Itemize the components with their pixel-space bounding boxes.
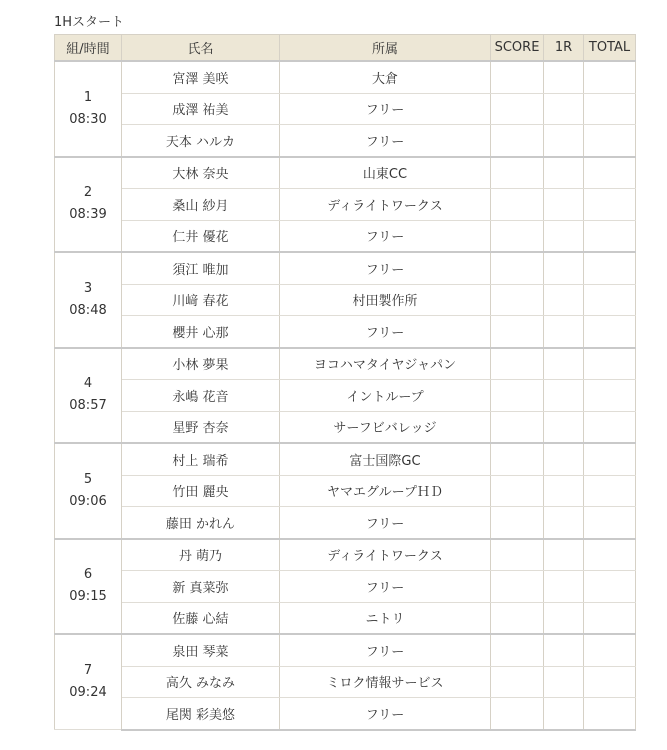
table-row [55, 252, 636, 284]
group-cell [55, 252, 122, 348]
player-affiliation: フリー [280, 571, 491, 603]
total-cell [584, 284, 636, 316]
player-affiliation: フリー [280, 93, 491, 125]
tee-time: 08:39 [69, 207, 107, 223]
total-cell [584, 61, 636, 93]
group-cell [55, 539, 122, 635]
total-cell [584, 411, 636, 443]
total-cell [584, 93, 636, 125]
score-cell [491, 602, 544, 634]
player-name: 新 真菜弥 [122, 571, 280, 603]
total-cell [584, 348, 636, 380]
player-name: 桑山 紗月 [122, 189, 280, 221]
score-cell [491, 666, 544, 698]
player-name: 成澤 祐美 [122, 93, 280, 125]
player-affiliation: 山東CC [280, 157, 491, 189]
score-cell [491, 380, 544, 412]
group-number: 7 [83, 663, 93, 678]
player-affiliation: ヨコハマタイヤジャパン [280, 348, 491, 380]
score-cell [491, 411, 544, 443]
table-row [55, 571, 636, 603]
round1-cell [544, 61, 584, 93]
score-cell [491, 61, 544, 93]
group-number: 3 [83, 280, 93, 296]
player-affiliation: サーフビバレッジ [280, 411, 491, 443]
player-name: 仁井 優花 [122, 220, 280, 252]
table-row [55, 666, 636, 698]
score-cell [491, 284, 544, 316]
player-affiliation: ニトリ [280, 602, 491, 634]
round1-cell [544, 316, 584, 348]
group-cell [55, 634, 122, 730]
tee-time: 08:30 [69, 111, 107, 127]
total-cell [584, 443, 636, 475]
round1-cell [544, 539, 584, 571]
round1-cell [544, 93, 584, 125]
player-name: 川﨑 春花 [122, 284, 280, 316]
round1-cell [544, 666, 584, 698]
total-cell [584, 539, 636, 571]
table-row [55, 507, 636, 539]
section-title: 1Hスタート [54, 15, 125, 30]
score-cell [491, 252, 544, 284]
player-affiliation: フリー [280, 252, 491, 284]
score-cell [491, 507, 544, 539]
player-name: 村上 瑞希 [122, 443, 280, 475]
group-number: 4 [83, 376, 93, 392]
total-cell [584, 316, 636, 348]
player-affiliation: ミロク情報サービス [280, 666, 491, 698]
header-score: SCORE [491, 35, 544, 62]
round1-cell [544, 157, 584, 189]
player-name: 小林 夢果 [122, 348, 280, 380]
tee-time: 08:48 [69, 302, 107, 318]
total-cell [584, 252, 636, 284]
total-cell [584, 634, 636, 666]
table-row [55, 284, 636, 316]
total-cell [584, 571, 636, 603]
total-cell [584, 125, 636, 157]
total-cell [584, 220, 636, 252]
group-number: 5 [83, 471, 93, 487]
header-name: 氏名 [122, 35, 280, 62]
table-row [55, 475, 636, 507]
header-total: TOTAL [584, 35, 636, 62]
round1-cell [544, 252, 584, 284]
round1-cell [544, 220, 584, 252]
group-number: 2 [83, 185, 93, 201]
player-name: 泉田 琴菜 [122, 634, 280, 666]
player-affiliation: フリー [280, 220, 491, 252]
header-group-time: 組/時間 [55, 35, 122, 62]
player-affiliation: フリー [280, 698, 491, 730]
table-row [55, 61, 636, 93]
pairings-table-body [55, 61, 636, 730]
round1-cell [544, 380, 584, 412]
round1-cell [544, 475, 584, 507]
table-row [55, 380, 636, 412]
player-affiliation: フリー [280, 316, 491, 348]
player-affiliation: イントループ [280, 380, 491, 412]
group-number: 6 [83, 567, 93, 583]
player-affiliation: フリー [280, 125, 491, 157]
score-cell [491, 348, 544, 380]
score-cell [491, 220, 544, 252]
total-cell [584, 507, 636, 539]
round1-cell [544, 189, 584, 221]
round1-cell [544, 443, 584, 475]
player-affiliation: ディライトワークス [280, 539, 491, 571]
score-cell [491, 475, 544, 507]
score-cell [491, 698, 544, 730]
total-cell [584, 475, 636, 507]
header-round1: 1R [544, 35, 584, 62]
player-affiliation: 大倉 [280, 61, 491, 93]
header-affiliation: 所属 [280, 35, 491, 62]
score-cell [491, 539, 544, 571]
table-row [55, 125, 636, 157]
round1-cell [544, 348, 584, 380]
player-affiliation: フリー [280, 507, 491, 539]
table-row [55, 539, 636, 571]
player-name: 大林 奈央 [122, 157, 280, 189]
score-cell [491, 157, 544, 189]
table-header-row [55, 35, 636, 62]
total-cell [584, 157, 636, 189]
total-cell [584, 189, 636, 221]
player-name: 櫻井 心那 [122, 316, 280, 348]
player-affiliation: ディライトワークス [280, 189, 491, 221]
player-name: 須江 唯加 [122, 252, 280, 284]
tee-time: 09:15 [69, 589, 107, 605]
tee-time: 08:57 [69, 398, 107, 414]
round1-cell [544, 411, 584, 443]
player-name: 丹 萌乃 [122, 539, 280, 571]
table-row [55, 443, 636, 475]
round1-cell [544, 125, 584, 157]
table-row [55, 411, 636, 443]
group-cell [55, 348, 122, 444]
group-cell [55, 61, 122, 157]
player-name: 尾関 彩美悠 [122, 698, 280, 730]
table-row [55, 348, 636, 380]
player-name: 天本 ハルカ [122, 125, 280, 157]
player-name: 宮澤 美咲 [122, 61, 280, 93]
player-name: 佐藤 心結 [122, 602, 280, 634]
table-row [55, 698, 636, 730]
group-cell [55, 157, 122, 253]
group-cell [55, 443, 122, 539]
round1-cell [544, 571, 584, 603]
round1-cell [544, 507, 584, 539]
table-row [55, 602, 636, 634]
table-row [55, 220, 636, 252]
table-row [55, 189, 636, 221]
player-name: 竹田 麗央 [122, 475, 280, 507]
score-cell [491, 316, 544, 348]
score-cell [491, 571, 544, 603]
tee-time: 09:24 [69, 685, 107, 700]
player-affiliation: フリー [280, 634, 491, 666]
score-cell [491, 634, 544, 666]
round1-cell [544, 698, 584, 730]
round1-cell [544, 284, 584, 316]
pairings-table [54, 34, 636, 731]
table-row [55, 634, 636, 666]
total-cell [584, 602, 636, 634]
table-row [55, 316, 636, 348]
player-affiliation: ヤマエグループＨＤ [280, 475, 491, 507]
score-cell [491, 125, 544, 157]
table-row [55, 157, 636, 189]
player-affiliation: 村田製作所 [280, 284, 491, 316]
total-cell [584, 698, 636, 730]
round1-cell [544, 634, 584, 666]
total-cell [584, 380, 636, 412]
group-number: 1 [83, 89, 93, 105]
player-affiliation: 富士国際GC [280, 443, 491, 475]
player-name: 藤田 かれん [122, 507, 280, 539]
player-name: 高久 みなみ [122, 666, 280, 698]
score-cell [491, 443, 544, 475]
score-cell [491, 189, 544, 221]
total-cell [584, 666, 636, 698]
player-name: 永嶋 花音 [122, 380, 280, 412]
score-cell [491, 93, 544, 125]
table-row [55, 93, 636, 125]
player-name: 星野 杏奈 [122, 411, 280, 443]
tee-time: 09:06 [69, 493, 107, 509]
round1-cell [544, 602, 584, 634]
